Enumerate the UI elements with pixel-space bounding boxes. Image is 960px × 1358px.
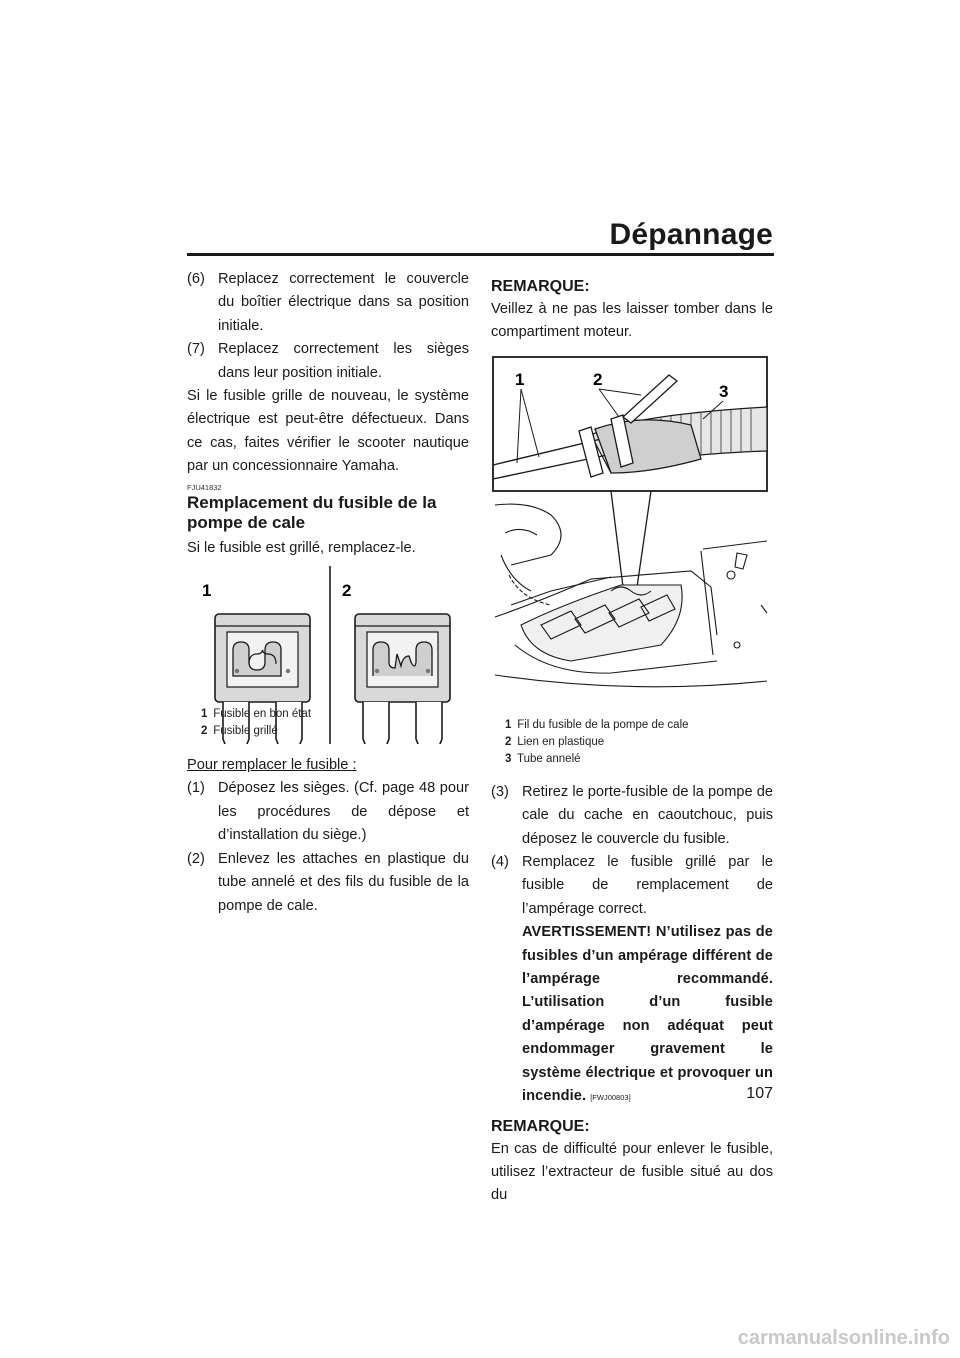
note-text: Veillez à ne pas les laisser tomber dans le compartiment moteur. [491, 301, 773, 341]
step-number: (1) [187, 780, 205, 797]
step-text: Replacez correctement les sièges dans leur position initiale. [218, 341, 469, 381]
figure-label: 2 [593, 369, 603, 389]
note-title: REMARQUE: [491, 278, 590, 295]
step-number: (7) [187, 341, 205, 358]
step-text: Replacez correctement le couvercle du boîtier électrique dans sa position initiale. [218, 271, 469, 334]
step-number: (4) [491, 854, 509, 871]
caption-item: 1 Fusible en bon état [201, 708, 312, 721]
figure-label: 3 [719, 381, 729, 401]
engine-illustration [491, 355, 773, 711]
reference-code: FJU41832 [187, 482, 222, 492]
step-4 [491, 851, 773, 1109]
section-title: Remplacement du fusible de la pompe de cale [187, 492, 437, 532]
figure-label: 1 [515, 369, 525, 389]
step-text: Retirez le porte-fusible de la pompe de cale du cache en caoutchouc, puis déposez le couvercle du fusible. [522, 783, 773, 847]
step-text [522, 851, 773, 1109]
step-7 [187, 338, 469, 385]
step-1 [187, 777, 469, 847]
note-title: REMARQUE: [491, 1117, 590, 1135]
figure-captions [505, 717, 689, 768]
left-column [187, 268, 469, 918]
caption-item: 1 Fil du fusible de la pompe de cale [505, 718, 689, 731]
step-6 [187, 268, 469, 338]
paragraph: Si le fusible grille de nouveau, le système électrique est peut-être défectueux. Dans ce cas, faites vérifier le scooter nautique par un concessionnaire Yamaha. [187, 388, 469, 475]
caption-item: 2 Lien en plastique [505, 735, 605, 748]
engine-figure [491, 355, 773, 771]
fuse-figure [187, 566, 469, 744]
footer-watermark: carmanualsonline.info [737, 1327, 950, 1349]
figure-label: 2 [342, 581, 352, 601]
step-text-main: Remplacez le fusible grillé par le fusible de remplacement de l’ampérage correct. [522, 854, 773, 917]
step-text: Enlevez les attaches en plastique du tube annelé et des fils du fusible de la pompe de cale. [218, 850, 469, 914]
header-rule [187, 253, 774, 256]
figure-label: 1 [202, 581, 212, 601]
engine-compartment-icon [495, 504, 767, 687]
step-3 [491, 781, 773, 851]
warning-text: AVERTISSEMENT! N’utilisez pas de fusibles d’un ampérage différent de l’ampérage recommandé. L’utilisation d’un fusible d’ampérage non adéquat peut endommager gravement le système électrique et provoquer un incendie. [522, 924, 773, 1105]
blown-fuse-icon [355, 614, 450, 744]
step-number: (6) [187, 271, 205, 287]
page-number: 107 [746, 1085, 773, 1102]
caption-item: 3 Tube annelé [505, 752, 581, 765]
step-number: (3) [491, 783, 509, 800]
step-number: (2) [187, 850, 205, 867]
section-intro: Si le fusible est grillé, remplacez-le. [187, 539, 416, 556]
right-column [491, 276, 773, 1208]
warning-code: [FWJ00803] [590, 1093, 631, 1103]
caption-item: 2 Fusible grillé [201, 725, 278, 738]
page-title: Dépannage [609, 218, 773, 251]
figure-captions [201, 706, 311, 740]
note-text: En cas de difficulté pour enlever le fusible, utilisez l’extracteur de fusible situé au dos du [491, 1140, 773, 1204]
step-2 [187, 848, 469, 918]
step-text: Déposez les sièges. (Cf. page 48 pour les procédures de dépose et d’installation du siège.) [218, 780, 469, 844]
subheading: Pour remplacer le fusible : [187, 757, 357, 774]
